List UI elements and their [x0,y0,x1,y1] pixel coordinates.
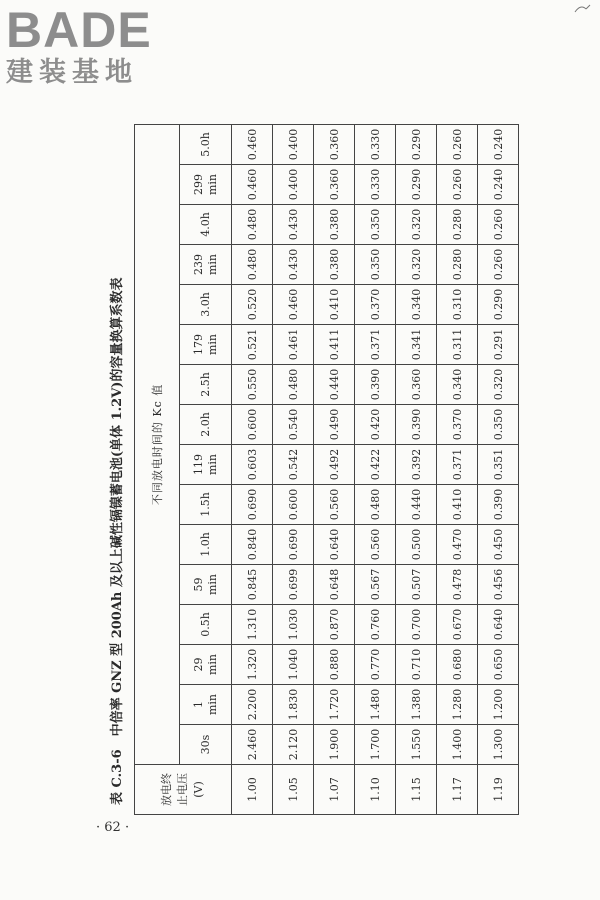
kc-value-cell: 0.390 [355,365,396,405]
voltage-cell: 1.15 [396,765,437,815]
kc-value-cell: 1.380 [396,685,437,725]
kc-value-cell: 1.550 [396,725,437,765]
kc-value-cell: 1.480 [355,685,396,725]
kc-value-cell: 0.480 [232,205,273,245]
capacity-coefficient-table [134,124,519,815]
kc-value-cell: 0.567 [355,565,396,605]
kc-value-cell: 0.370 [437,405,478,445]
kc-value-cell: 0.290 [478,285,519,325]
kc-value-cell: 0.330 [355,165,396,205]
page-edge-mark-icon [574,4,592,14]
kc-value-cell: 1.040 [273,645,314,685]
kc-value-cell: 0.521 [232,325,273,365]
kc-value-cell: 0.280 [437,245,478,285]
kc-value-cell: 0.420 [355,405,396,445]
kc-value-cell: 0.380 [314,205,355,245]
voltage-cell: 1.10 [355,765,396,815]
kc-value-cell: 0.460 [232,124,273,164]
table-row [355,124,396,814]
kc-value-cell: 0.400 [273,124,314,164]
duration-header-cell [180,685,232,725]
kc-value-cell: 0.690 [232,485,273,525]
kc-value-cell: 0.870 [314,605,355,645]
kc-value-cell: 0.260 [437,165,478,205]
kc-value-cell: 0.492 [314,445,355,485]
kc-value-cell: 1.400 [437,725,478,765]
table-body [232,124,519,814]
kc-value-cell: 0.880 [314,645,355,685]
duration-header-cell [180,605,232,645]
kc-value-cell: 0.560 [355,525,396,565]
duration-header-cell [180,285,232,325]
duration-header-cell [180,245,232,285]
kc-value-cell: 0.507 [396,565,437,605]
kc-value-cell: 0.550 [232,365,273,405]
kc-value-cell: 0.380 [314,245,355,285]
duration-header-cell [180,525,232,565]
kc-value-cell: 0.699 [273,565,314,605]
kc-value-cell: 0.680 [437,645,478,685]
kc-value-cell: 0.291 [478,325,519,365]
kc-value-cell: 0.480 [232,245,273,285]
kc-value-cell: 0.350 [478,405,519,445]
kc-value-cell: 0.260 [478,205,519,245]
kc-value-cell: 0.460 [232,165,273,205]
kc-value-cell: 0.470 [437,525,478,565]
kc-value-cell: 0.456 [478,565,519,605]
table-row [314,124,355,814]
kc-value-cell: 0.320 [478,365,519,405]
voltage-cell: 1.05 [273,765,314,815]
voltage-cell: 1.00 [232,765,273,815]
kc-value-cell: 0.350 [355,205,396,245]
voltage-header-cell [135,765,232,815]
kc-value-cell: 0.410 [437,485,478,525]
duration-label: min [205,333,219,356]
voltage-cell: 1.19 [478,765,519,815]
duration-label: 2.0h [198,412,212,437]
kc-value-cell: 0.440 [396,485,437,525]
kc-value-cell: 0.260 [478,245,519,285]
kc-value-cell: 0.340 [396,285,437,325]
kc-value-cell: 0.760 [355,605,396,645]
duration-header-cell [180,365,232,405]
kc-value-cell: 0.371 [437,445,478,485]
kc-value-cell: 1.830 [273,685,314,725]
voltage-header-line: 止电压 [176,773,189,806]
table-row [396,124,437,814]
kc-value-cell: 0.710 [396,645,437,685]
duration-label: min [205,573,219,596]
duration-label: 59 [191,577,205,592]
kc-value-cell: 1.030 [273,605,314,645]
kc-value-cell: 0.480 [355,485,396,525]
kc-value-cell: 0.360 [314,124,355,164]
duration-header-cell [180,485,232,525]
kc-value-cell: 0.430 [273,245,314,285]
kc-value-cell: 0.560 [314,485,355,525]
kc-value-cell: 0.370 [355,285,396,325]
kc-value-cell: 0.311 [437,325,478,365]
logo-wordmark: BADE [6,2,152,58]
duration-header-cell [180,565,232,605]
duration-label: 29 [191,657,205,672]
voltage-cell: 1.17 [437,765,478,815]
kc-value-cell: 0.440 [314,365,355,405]
duration-label: 0.5h [198,612,212,637]
kc-value-cell: 0.648 [314,565,355,605]
kc-value-cell: 0.390 [396,405,437,445]
table-row [437,124,478,814]
bade-logo [6,4,178,88]
kc-value-cell: 0.340 [437,365,478,405]
duration-header-cell [180,725,232,765]
kc-value-cell: 1.320 [232,645,273,685]
kc-value-cell: 1.900 [314,725,355,765]
kc-value-cell: 1.720 [314,685,355,725]
duration-label: min [205,173,219,196]
kc-value-cell: 0.430 [273,205,314,245]
kc-value-cell: 0.840 [232,525,273,565]
duration-label: 299 [191,174,205,195]
kc-value-cell: 0.520 [232,285,273,325]
kc-value-cell: 0.461 [273,325,314,365]
duration-header-cell [180,325,232,365]
kc-value-cell: 0.600 [273,485,314,525]
kc-value-cell: 1.200 [478,685,519,725]
kc-value-cell: 0.480 [273,365,314,405]
duration-label: 5.0h [198,132,212,157]
kc-value-cell: 0.360 [314,165,355,205]
kc-value-cell: 1.700 [355,725,396,765]
kc-value-cell: 0.280 [437,205,478,245]
kc-value-cell: 0.290 [396,124,437,164]
duration-label: min [205,253,219,276]
voltage-cell: 1.07 [314,765,355,815]
duration-label: min [205,653,219,676]
kc-value-cell: 0.390 [478,485,519,525]
kc-value-cell: 0.320 [396,245,437,285]
duration-label: min [205,693,219,716]
table-row [478,124,519,814]
voltage-header-line: (V) [192,781,205,798]
duration-label: 179 [191,334,205,355]
kc-value-cell: 0.341 [396,325,437,365]
kc-value-cell: 0.360 [396,365,437,405]
duration-label: 2.5h [198,372,212,397]
kc-value-cell: 0.670 [437,605,478,645]
kc-value-cell: 0.411 [314,325,355,365]
kc-value-cell: 2.200 [232,685,273,725]
kc-value-cell: 0.603 [232,445,273,485]
kc-value-cell: 0.690 [273,525,314,565]
duration-label: 1 [191,701,205,708]
kc-value-cell: 0.400 [273,165,314,205]
kc-value-cell: 1.280 [437,685,478,725]
rotated-table-page [100,125,530,815]
kc-value-cell: 0.500 [396,525,437,565]
kc-value-cell: 0.330 [355,124,396,164]
kc-value-cell: 0.640 [314,525,355,565]
kc-value-cell: 1.300 [478,725,519,765]
kc-value-cell: 2.120 [273,725,314,765]
duration-header-cell [180,124,232,164]
duration-header-cell [180,405,232,445]
kc-value-cell: 0.422 [355,445,396,485]
kc-value-cell: 0.650 [478,645,519,685]
kc-value-cell: 0.240 [478,165,519,205]
kc-value-cell: 1.310 [232,605,273,645]
kc-value-cell: 0.540 [273,405,314,445]
kc-value-cell: 0.450 [478,525,519,565]
duration-header-cell [180,205,232,245]
kc-value-cell: 0.542 [273,445,314,485]
duration-header-cell [180,165,232,205]
kc-value-cell: 0.770 [355,645,396,685]
duration-header-cell [180,445,232,485]
kc-value-cell: 0.478 [437,565,478,605]
logo-subtitle: 建装基地 [6,57,138,88]
kc-value-cell: 0.490 [314,405,355,445]
kc-group-header: 不同放电时间的 Kc 值 [135,124,180,764]
duration-label: 1.0h [198,532,212,557]
duration-header-cell [180,645,232,685]
table-row [273,124,314,814]
duration-label: 239 [191,254,205,275]
duration-label: 4.0h [198,212,212,237]
duration-label: 119 [191,454,205,475]
kc-value-cell: 0.290 [396,165,437,205]
kc-value-cell: 0.700 [396,605,437,645]
duration-header-row [180,124,232,814]
table-caption: 表 C.3-6 中倍率 GNZ 型 200Ah 及以上碱性镉镍蓄电池(单体 1.2V)的容量换算系数表 [109,277,125,805]
duration-label: min [205,453,219,476]
table-row [232,124,273,814]
duration-label: 30s [198,734,212,755]
kc-value-cell: 0.371 [355,325,396,365]
kc-value-cell: 0.260 [437,124,478,164]
kc-value-cell: 0.640 [478,605,519,645]
kc-value-cell: 0.410 [314,285,355,325]
kc-value-cell: 0.350 [355,245,396,285]
duration-label: 3.0h [198,292,212,317]
kc-value-cell: 0.240 [478,124,519,164]
kc-value-cell: 0.845 [232,565,273,605]
page-number: · 62 · [96,820,130,835]
kc-value-cell: 0.351 [478,445,519,485]
kc-value-cell: 0.600 [232,405,273,445]
kc-value-cell: 0.460 [273,285,314,325]
kc-value-cell: 0.320 [396,205,437,245]
voltage-header-line: 放电终 [160,773,173,806]
kc-value-cell: 0.392 [396,445,437,485]
kc-value-cell: 2.460 [232,725,273,765]
duration-label: 1.5h [198,492,212,517]
kc-value-cell: 0.310 [437,285,478,325]
